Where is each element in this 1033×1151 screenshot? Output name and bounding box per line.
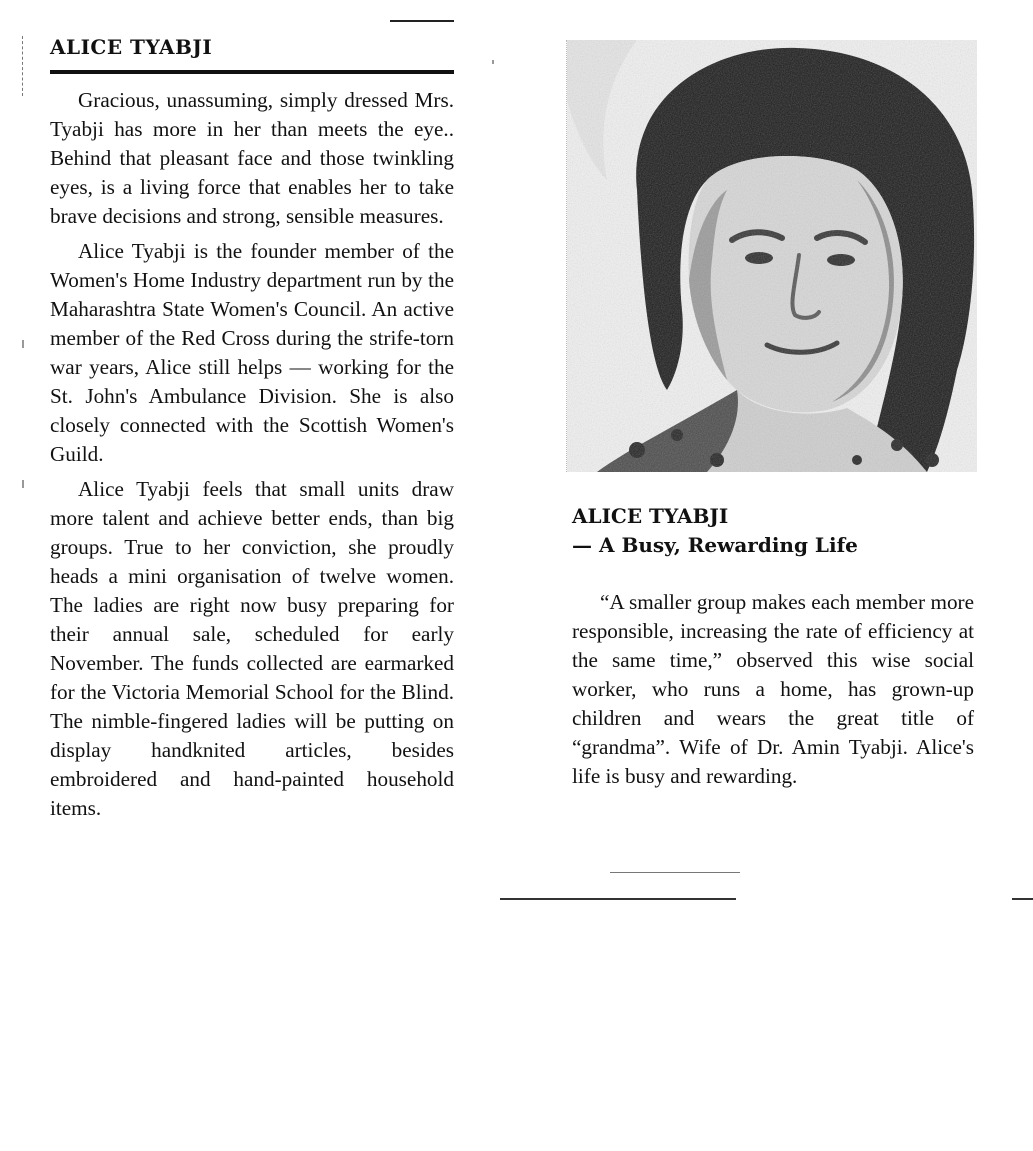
article-paragraph: Alice Tyabji is the founder member of the Women's Home Industry department run by the Maharashtra State Women's Council. An active member of the Red Cross during the strife-torn war years, Alice still helps — working for the St. John's Ambulance Division. She is also closely connected with the Scottish Women's Guild. [50,239,454,466]
article-headline: ALICE TYABJI [50,34,454,74]
caption-name: ALICE TYABJI [572,504,729,528]
right-article [572,40,974,791]
divider-rule [610,872,740,873]
portrait-image [567,40,977,472]
caption-body [572,588,974,791]
article-body [50,86,454,823]
photo-caption [572,502,974,560]
caption-paragraph: “A smaller group makes each member more responsible, increasing the rate of efficiency at the same time,” observed this wise social worker, who runs a home, has grown-up children and wears the great title of “grandma”. Wife of Dr. Amin Tyabji. Alice's life is busy and rewarding. [572,590,974,788]
caption-subtitle: — A Busy, Rewarding Life [572,533,858,557]
margin-mark [22,480,24,488]
margin-mark [492,60,494,64]
top-rule [390,20,454,22]
margin-mark [22,36,25,96]
divider-rule [1012,898,1033,900]
article-paragraph: Gracious, unassuming, simply dressed Mrs. Tyabji has more in her than meets the eye.. Behind that pleasant face and those twinkling eyes, is a living force that enables her to take brave decisions and strong, sensible measures. [50,88,454,228]
divider-rule [500,898,736,900]
margin-mark [22,340,24,348]
portrait-photo [566,40,977,472]
article-paragraph: Alice Tyabji feels that small units draw more talent and achieve better ends, than big groups. True to her conviction, she proudly heads a mini organisation of twelve women. The ladies are right now busy preparing for their annual sale, scheduled for early November. The funds collected are earmarked for the Victoria Memorial School for the Blind. The nimble-fingered ladies will be putting on display handknited articles, besides embroidered and hand-painted household items. [50,477,454,820]
left-article [50,30,454,823]
